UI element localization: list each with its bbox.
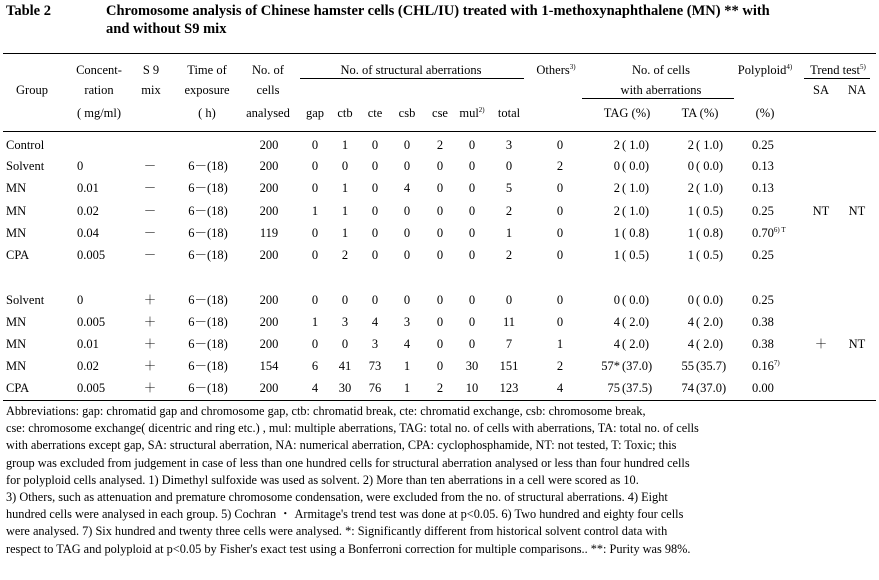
header-sa: SA xyxy=(813,83,829,97)
cell-s9: ＋ xyxy=(143,381,157,395)
cell-total: 151 xyxy=(499,359,519,373)
footnote-marker: 2) xyxy=(478,106,485,114)
cell-conc: 0.005 xyxy=(77,315,106,329)
header-group: Group xyxy=(16,83,48,97)
cell-others: 0 xyxy=(556,181,564,195)
cell-csb: 1 xyxy=(403,381,411,395)
cell-s9: ＋ xyxy=(143,293,157,307)
header-no-cells: cells xyxy=(256,83,280,97)
cell-others: 2 xyxy=(556,159,564,173)
header-cells-with-aberrations: with aberrations xyxy=(620,83,702,97)
cell-others: 0 xyxy=(556,226,564,240)
cell-group: Solvent xyxy=(6,159,45,173)
cell-tap: ( 2.0) xyxy=(696,337,724,351)
header-total: total xyxy=(497,106,521,120)
cell-total: 0 xyxy=(505,293,513,307)
cell-mul: 0 xyxy=(468,337,476,351)
footnote-marker: 6) T xyxy=(773,226,786,234)
cell-s9: － xyxy=(143,159,157,173)
header-concentration: Concent- xyxy=(76,63,122,77)
cell-tagp: ( 2.0) xyxy=(622,337,650,351)
cell-ctb: 0 xyxy=(341,293,349,307)
header-polyploid-unit: (%) xyxy=(755,106,775,120)
cell-poly: 0.25 xyxy=(752,248,774,262)
cell-cse: 0 xyxy=(436,204,444,218)
cell-mul: 0 xyxy=(468,315,476,329)
cell-tap: ( 2.0) xyxy=(696,315,724,329)
cell-mul: 0 xyxy=(468,138,476,152)
cell-time: 6－(18) xyxy=(188,293,228,307)
cell-csb: 3 xyxy=(403,315,411,329)
cell-csb: 1 xyxy=(403,359,411,373)
cell-tagp: (37.5) xyxy=(622,381,653,395)
cell-tagp: ( 0.0) xyxy=(622,159,650,173)
cell-others: 0 xyxy=(556,204,564,218)
cell-tap: (37.0) xyxy=(696,381,727,395)
cell-ctb: 41 xyxy=(338,359,352,373)
cell-cte: 0 xyxy=(371,159,379,173)
cell-tagp: ( 1.0) xyxy=(622,204,650,218)
cell-cte: 3 xyxy=(371,337,379,351)
cell-tap: ( 0.0) xyxy=(696,293,724,307)
cell-gap: 1 xyxy=(311,315,319,329)
cell-gap: 0 xyxy=(311,248,319,262)
header-underline xyxy=(300,78,524,79)
cell-cse: 0 xyxy=(436,337,444,351)
cell-mul: 0 xyxy=(468,226,476,240)
cell-cse: 0 xyxy=(436,159,444,173)
cell-gap: 1 xyxy=(311,204,319,218)
cell-csb: 0 xyxy=(403,293,411,307)
cell-time: 6－(18) xyxy=(188,159,228,173)
cell-tap: (35.7) xyxy=(696,359,727,373)
cell-others: 4 xyxy=(556,381,564,395)
cell-n: 200 xyxy=(259,293,279,307)
cell-conc: 0.005 xyxy=(77,248,106,262)
cell-time: 6－(18) xyxy=(188,337,228,351)
cell-ta: 55 xyxy=(681,359,694,373)
cell-mul: 0 xyxy=(468,204,476,218)
cell-conc: 0 xyxy=(77,293,84,307)
cell-n: 200 xyxy=(259,315,279,329)
cell-cse: 2 xyxy=(436,138,444,152)
header-polyploid: Polyploid$^{4)}$ xyxy=(737,63,793,77)
header-trend-test: Trend test$^{5)}$ xyxy=(810,63,866,77)
cell-cse: 0 xyxy=(436,293,444,307)
cell-group: MN xyxy=(6,181,27,195)
table-title xyxy=(6,2,874,38)
cell-ta: 1 xyxy=(687,226,694,240)
cell-ta: 0 xyxy=(687,293,694,307)
cell-tagp: ( 2.0) xyxy=(622,315,650,329)
cell-gap: 0 xyxy=(311,293,319,307)
cell-conc: 0 xyxy=(77,159,84,173)
cell-ta: 4 xyxy=(687,337,694,351)
cell-csb: 0 xyxy=(403,248,411,262)
cell-poly: 0.38 xyxy=(752,337,774,351)
footnote-line: respect to TAG and polyploid at p<0.05 by Fisher's exact test using a Bonferroni correction for multiple comparisons.. **: Purity was 98%. xyxy=(6,541,691,556)
table-title-line1: Chromosome analysis of Chinese hamster cells (CHL/IU) treated with 1-methoxynaphthalene (MN) ** with xyxy=(106,3,770,19)
table-title-line2: and without S9 mix xyxy=(106,21,227,37)
cell-n: 200 xyxy=(259,181,279,195)
cell-cse: 0 xyxy=(436,248,444,262)
header-structural-aberrations: No. of structural aberrations xyxy=(340,63,482,77)
cell-poly: $0.70^{6) T}$ xyxy=(752,226,786,240)
footnote-marker: 3) xyxy=(569,63,576,71)
top-rule xyxy=(3,53,876,54)
header-no-cells: analysed xyxy=(246,106,290,120)
cell-n: 200 xyxy=(259,204,279,218)
cell-group: CPA xyxy=(6,381,30,395)
cell-time: 6－(18) xyxy=(188,181,228,195)
cell-time: 6－(18) xyxy=(188,381,228,395)
cell-ctb: 1 xyxy=(341,204,349,218)
cell-cte: 0 xyxy=(371,293,379,307)
cell-others: 0 xyxy=(556,248,564,262)
header-cte: cte xyxy=(367,106,383,120)
cell-ctb: 1 xyxy=(341,226,349,240)
header-exposure: exposure xyxy=(184,83,230,97)
header-ctb: ctb xyxy=(337,106,353,120)
cell-cte: 0 xyxy=(371,181,379,195)
cell-tag: 4 xyxy=(613,337,620,351)
cell-group: MN xyxy=(6,337,27,351)
cell-s9: ＋ xyxy=(143,337,157,351)
cell-s9: － xyxy=(143,181,157,195)
cell-n: 200 xyxy=(259,138,279,152)
cell-n: 200 xyxy=(259,248,279,262)
table-number: Table 2 xyxy=(6,3,51,19)
cell-cte: 0 xyxy=(371,226,379,240)
header-tag: TAG (%) xyxy=(603,106,651,120)
cell-poly: 0.25 xyxy=(752,293,774,307)
header-concentration: ration xyxy=(84,83,114,97)
cell-cse: 0 xyxy=(436,181,444,195)
cell-poly: 0.00 xyxy=(752,381,774,395)
cell-mul: 0 xyxy=(468,293,476,307)
cell-total: 3 xyxy=(505,138,513,152)
cell-gap: 0 xyxy=(311,181,319,195)
footnote-line: 3) Others, such as attenuation and premature chromosome condensation, were excluded from the no. of structural aberrations. 4) Eight xyxy=(6,490,668,505)
cell-tagp: ( 0.8) xyxy=(622,226,650,240)
cell-cte: 0 xyxy=(371,204,379,218)
cell-gap: 0 xyxy=(311,159,319,173)
cell-csb: 0 xyxy=(403,204,411,218)
header-ta: TA (%) xyxy=(681,106,719,120)
cell-s9: ＋ xyxy=(143,315,157,329)
header-no-cells: No. of xyxy=(252,63,284,77)
cell-total: 0 xyxy=(505,159,513,173)
cell-tap: ( 0.8) xyxy=(696,226,724,240)
footnote-line: Abbreviations: gap: chromatid gap and chromosome gap, ctb: chromatid break, cte: chromatid exchange, csb: chromosome break, xyxy=(6,404,646,418)
cell-mul: 0 xyxy=(468,248,476,262)
cell-time: 6－(18) xyxy=(188,359,228,373)
header-concentration-unit: ( mg/ml) xyxy=(76,106,122,120)
cell-tag: 4 xyxy=(613,315,620,329)
cell-tag: 2 xyxy=(613,138,620,152)
cell-tag: 2 xyxy=(613,204,620,218)
cell-group: MN xyxy=(6,204,27,218)
cell-s9: － xyxy=(143,204,157,218)
cell-tagp: (37.0) xyxy=(622,359,653,373)
cell-mul: 0 xyxy=(468,159,476,173)
cell-tap: ( 1.0) xyxy=(696,138,724,152)
cell-tag: 1 xyxy=(613,248,620,262)
cell-total: 1 xyxy=(505,226,513,240)
cell-tagp: ( 1.0) xyxy=(622,181,650,195)
cell-ctb: 1 xyxy=(341,181,349,195)
cell-mul: 30 xyxy=(465,359,479,373)
cell-ctb: 1 xyxy=(341,138,349,152)
header-na: NA xyxy=(847,83,867,97)
cell-time: 6－(18) xyxy=(188,226,228,240)
header-time: Time of xyxy=(187,63,227,77)
cell-tag: 2 xyxy=(613,181,620,195)
cell-group: MN xyxy=(6,226,27,240)
cell-tag: 0 xyxy=(613,159,620,173)
cell-ctb: 3 xyxy=(341,315,349,329)
cell-ta: 1 xyxy=(687,204,694,218)
cell-ctb: 30 xyxy=(338,381,352,395)
cell-cse: 0 xyxy=(436,226,444,240)
cell-s9: － xyxy=(143,226,157,240)
footnote-line: with aberrations except gap, SA: structural aberration, NA: numerical aberration, CPA: cyclophosphamide, NT: not tested, T: Toxic; this xyxy=(6,438,677,453)
cell-mul: 0 xyxy=(468,181,476,195)
cell-total: 11 xyxy=(502,315,516,329)
cell-tagp: ( 1.0) xyxy=(622,138,650,152)
cell-ta: 1 xyxy=(687,248,694,262)
cell-group: MN xyxy=(6,315,27,329)
bottom-rule xyxy=(3,400,876,401)
cell-n: 154 xyxy=(259,359,279,373)
cell-group: MN xyxy=(6,359,27,373)
cell-tap: ( 0.5) xyxy=(696,204,724,218)
cell-poly: 0.13 xyxy=(752,159,774,173)
cell-tag: 1 xyxy=(613,226,620,240)
cell-gap: 4 xyxy=(311,381,319,395)
cell-conc: 0.01 xyxy=(77,337,99,351)
cell-cse: 0 xyxy=(436,359,444,373)
cell-ta: 2 xyxy=(687,181,694,195)
cell-n: 200 xyxy=(259,159,279,173)
cell-conc: 0.005 xyxy=(77,381,106,395)
cell-n: 200 xyxy=(259,381,279,395)
cell-group: CPA xyxy=(6,248,30,262)
cell-ta: 74 xyxy=(681,381,694,395)
footnote-line: cse: chromosome exchange( dicentric and ring etc.) , mul: multiple aberrations, TAG: total no. of cells with aberrations, TA: total no. of cells xyxy=(6,421,699,436)
cell-total: 123 xyxy=(499,381,519,395)
cell-cse: 2 xyxy=(436,381,444,395)
header-underline xyxy=(582,98,734,99)
cell-ctb: 2 xyxy=(341,248,349,262)
cell-s9: － xyxy=(143,248,157,262)
cell-n: 119 xyxy=(259,226,279,240)
header-mul: mul$^{2)}$ xyxy=(459,106,485,120)
header-csb: csb xyxy=(398,106,416,120)
cell-na: NT xyxy=(848,337,866,351)
header-underline xyxy=(804,78,870,79)
cell-total: 7 xyxy=(505,337,513,351)
cell-s9: ＋ xyxy=(143,359,157,373)
cell-ctb: 0 xyxy=(341,337,349,351)
footnote-marker: 4) xyxy=(786,63,793,71)
cell-poly: 0.38 xyxy=(752,315,774,329)
cell-na: NT xyxy=(848,204,866,218)
cell-gap: 0 xyxy=(311,337,319,351)
cell-ta: 4 xyxy=(687,315,694,329)
cell-csb: 0 xyxy=(403,226,411,240)
cell-others: 0 xyxy=(556,138,564,152)
footnote-line: were analysed. 7) Six hundred and twenty three cells were analysed. *: Significantly different from historical solvent control data with xyxy=(6,524,668,539)
cell-time: 6－(18) xyxy=(188,248,228,262)
cell-poly: 0.16$^{7)}$ xyxy=(752,359,780,373)
header-time-unit: ( h) xyxy=(198,106,216,120)
cell-sa: NT xyxy=(812,204,830,218)
cell-ctb: 0 xyxy=(341,159,349,173)
cell-conc: 0.01 xyxy=(77,181,99,195)
cell-others: 2 xyxy=(556,359,564,373)
cell-others: 0 xyxy=(556,293,564,307)
cell-cte: 0 xyxy=(371,138,379,152)
cell-cte: 73 xyxy=(368,359,382,373)
cell-mul: 10 xyxy=(465,381,479,395)
cell-cte: 4 xyxy=(371,315,379,329)
header-s9-mix: mix xyxy=(141,83,161,97)
cell-total: 2 xyxy=(505,204,513,218)
cell-conc: 0.02 xyxy=(77,204,99,218)
header-rule xyxy=(3,131,876,132)
footnote-line: group was excluded from judgement in case of less than one hundred cells for structural aberration analysed or less than four hundred cells xyxy=(6,455,690,470)
cell-tap: ( 0.0) xyxy=(696,159,724,173)
cell-tag: 75 xyxy=(607,381,620,395)
header-s9: S 9 xyxy=(142,63,160,77)
cell-ta: 0 xyxy=(687,159,694,173)
header-gap: gap xyxy=(305,106,325,120)
cell-time: 6－(18) xyxy=(188,204,228,218)
cell-csb: 4 xyxy=(403,181,411,195)
cell-sa: ＋ xyxy=(814,337,828,351)
cell-tap: ( 1.0) xyxy=(696,181,724,195)
table-footnotes xyxy=(6,403,874,558)
cell-csb: 4 xyxy=(403,337,411,351)
header-others: Others$^{3)}$ xyxy=(536,63,576,77)
cell-csb: 0 xyxy=(403,138,411,152)
cell-conc: 0.02 xyxy=(77,359,99,373)
cell-tagp: ( 0.5) xyxy=(622,248,650,262)
cell-cte: 0 xyxy=(371,248,379,262)
cell-gap: 0 xyxy=(311,226,319,240)
footnote-line: hundred cells were analysed in each group. 5) Cochran ・ Armitage's trend test was done at p<0.05. 6) Two hundred and eighty four cells xyxy=(6,507,684,522)
cell-others: 1 xyxy=(556,337,564,351)
cell-others: 0 xyxy=(556,315,564,329)
cell-tagp: ( 0.0) xyxy=(622,293,650,307)
cell-poly: 0.25 xyxy=(752,204,774,218)
cell-total: 5 xyxy=(505,181,513,195)
header-cse: cse xyxy=(432,106,448,120)
cell-poly: 0.25 xyxy=(752,138,774,152)
cell-ta: 2 xyxy=(687,138,694,152)
footnote-marker: 5) xyxy=(860,63,866,71)
cell-tag: 0 xyxy=(613,293,620,307)
cell-tag: 57* xyxy=(601,359,620,373)
cell-gap: 6 xyxy=(311,359,319,373)
cell-cse: 0 xyxy=(436,315,444,329)
cell-poly: 0.13 xyxy=(752,181,774,195)
cell-total: 2 xyxy=(505,248,513,262)
footnote-line: for polyploid cells analysed. 1) Dimethyl sulfoxide was used as solvent. 2) More than ten aberrations in a cell were scored as 10. xyxy=(6,472,639,487)
cell-group: Solvent xyxy=(6,293,45,307)
footnote-marker: 7) xyxy=(773,359,780,367)
cell-time: 6－(18) xyxy=(188,315,228,329)
cell-n: 200 xyxy=(259,337,279,351)
cell-tap: ( 0.5) xyxy=(696,248,724,262)
header-cells-with-aberrations: No. of cells xyxy=(632,63,690,77)
cell-cte: 76 xyxy=(368,381,382,395)
cell-csb: 0 xyxy=(403,159,411,173)
cell-gap: 0 xyxy=(311,138,319,152)
cell-conc: 0.04 xyxy=(77,226,99,240)
cell-group: Control xyxy=(6,138,45,152)
